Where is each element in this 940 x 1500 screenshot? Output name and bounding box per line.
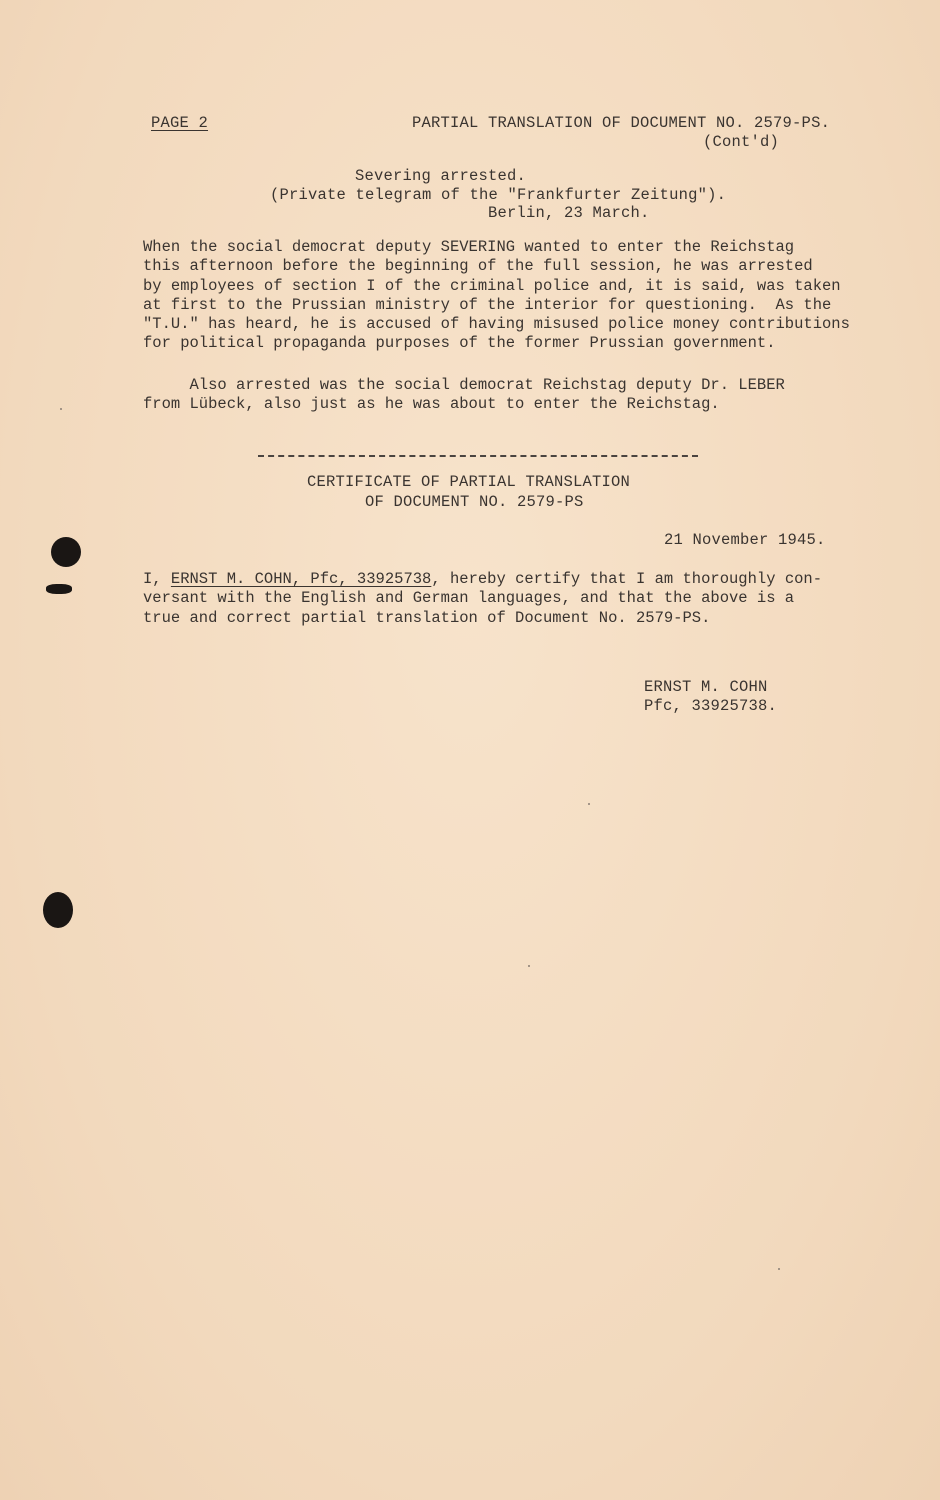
paragraph-line: this afternoon before the beginning of the full session, he was arrested (143, 257, 813, 276)
paragraph-line: at first to the Prussian ministry of the interior for questioning. As the (143, 295, 832, 314)
translator-name: ERNST M. COHN, Pfc, 33925738 (170, 570, 432, 588)
paragraph-line: When the social democrat deputy SEVERING wanted to enter the Reichstag (143, 238, 795, 256)
paper-speck (528, 965, 530, 967)
paragraph-line: Also arrested was the social democrat Reichstag deputy Dr. LEBER (143, 376, 785, 394)
certificate-line-1-suffix: , hereby certify that I am thoroughly con- (431, 570, 823, 588)
signature-rank: Pfc, 33925738. (644, 697, 778, 715)
punch-hole (43, 892, 73, 928)
article-paragraph-1 (143, 238, 883, 354)
certificate-line: true and correct partial translation of Document No. 2579-PS. (143, 608, 711, 627)
certificate-line: versant with the English and German languages, and that the above is a (143, 589, 795, 608)
article-paragraph-2 (143, 376, 883, 415)
article-title: Severing arrested. (355, 167, 527, 185)
certificate-line (143, 570, 883, 589)
paragraph-line: "T.U." has heard, he is accused of having misused police money contributions (143, 315, 850, 334)
paper-speck (588, 803, 590, 805)
punch-hole-mark (46, 584, 72, 594)
certificate-prefix: I, (143, 570, 171, 588)
article-dateline: Berlin, 23 March. (488, 204, 650, 222)
certificate-title-line-2: OF DOCUMENT NO. 2579-PS (365, 493, 584, 511)
paragraph-line: by employees of section I of the criminal police and, it is said, was taken (143, 276, 841, 295)
paper-speck (60, 408, 62, 410)
punch-hole (51, 537, 81, 567)
paper-speck (778, 1268, 780, 1270)
article-source: (Private telegram of the "Frankfurter Zeitung"). (270, 186, 727, 204)
section-divider (258, 455, 698, 457)
continued-marker: (Cont'd) (703, 133, 780, 151)
page-number-label: PAGE 2 (151, 114, 209, 132)
certificate-date: 21 November 1945. (664, 531, 826, 549)
signature-name: ERNST M. COHN (644, 678, 768, 696)
paragraph-line: for political propaganda purposes of the former Prussian government. (143, 334, 776, 353)
paragraph-line: from Lübeck, also just as he was about to enter the Reichstag. (143, 395, 720, 414)
certificate-title-line-1: CERTIFICATE OF PARTIAL TRANSLATION (307, 473, 631, 491)
certificate-body (143, 570, 883, 628)
document-header-title: PARTIAL TRANSLATION OF DOCUMENT NO. 2579-PS. (412, 114, 831, 132)
